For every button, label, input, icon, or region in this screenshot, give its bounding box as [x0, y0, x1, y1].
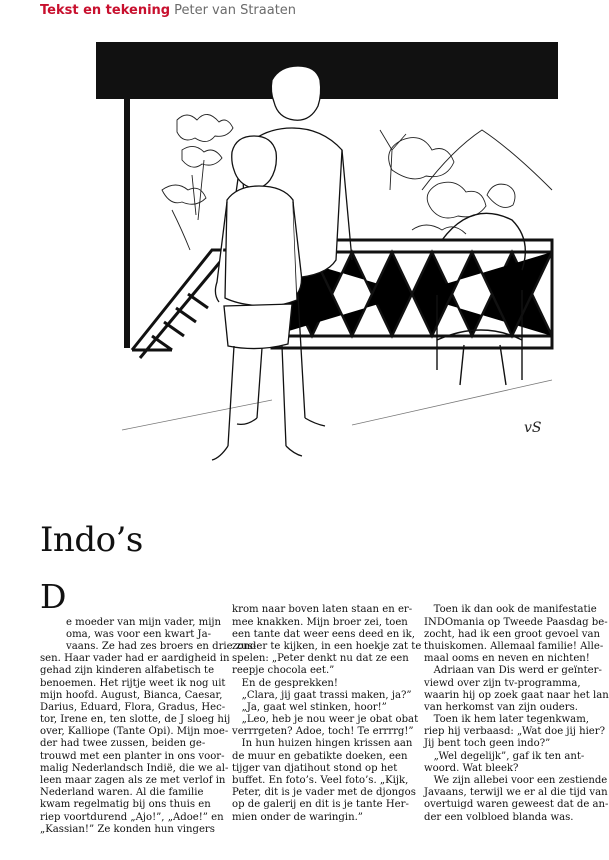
article-title: Indo’s	[40, 520, 143, 560]
text-line: thuiskomen. Allemaal familie! Alle-	[424, 640, 604, 652]
text-line: Javaans, terwijl we er al die tijd van	[424, 787, 608, 799]
text-line: waarin hij op zoek gaat naar het lan	[424, 689, 609, 701]
text-line: woord. Wat bleek?	[424, 762, 519, 774]
text-line: der een volbloed blanda was.	[424, 811, 574, 823]
text-line: mien onder de waringin.”	[232, 811, 363, 823]
text-line: overtuigd waren geweest dat de an-	[424, 799, 609, 811]
section-header	[40, 3, 296, 18]
section-label: Tekst en tekening	[40, 3, 171, 18]
text-line: INDOmania op Tweede Paasdag be-	[424, 616, 608, 628]
text-line: over, Kalliope (Tante Opi). Mijn moe-	[40, 726, 229, 738]
text-line: We zijn allebei voor een zestiende	[424, 775, 608, 787]
text-line: der had twee zussen, beiden ge-	[40, 738, 206, 750]
text-line: Nederland waren. Al die familie	[40, 787, 204, 799]
text-line: van herkomst van zijn ouders.	[424, 701, 578, 713]
text-line: Jij bent toch geen indo?”	[424, 738, 551, 750]
ink-illustration	[92, 40, 562, 500]
text-line: trouwd met een planter in ons voor-	[40, 750, 225, 762]
text-line: riep hij verbaasd: „Wat doe jij hier?	[424, 726, 606, 738]
text-line: Toen ik hem later tegenkwam,	[424, 714, 589, 726]
text-line: leen maar zagen als ze met verlof in	[40, 775, 226, 787]
column-3	[424, 580, 609, 848]
column-1-lines	[40, 616, 257, 836]
text-line: tijger van djatihout stond op het	[232, 762, 398, 774]
text-line: benoemen. Het rijtje weet ik nog uit	[40, 677, 226, 689]
text-line: mee knakken. Mijn broer zei, toen	[232, 616, 408, 628]
text-line: gehad zijn kinderen alfabetisch te	[40, 665, 215, 677]
column-3-lines	[424, 604, 609, 823]
text-line: „Ja, gaat wel stinken, hoor!”	[232, 701, 387, 713]
text-line: Darius, Eduard, Flora, Gradus, Hec-	[40, 701, 226, 713]
text-line: „Leo, heb je nou weer je obat obat	[232, 714, 419, 726]
text-line: e moeder van mijn vader, mijn	[66, 616, 222, 628]
text-line: de muur en gebatikte doeken, een	[232, 750, 408, 762]
text-line: tor, Irene en, ten slotte, de J sloeg hij	[40, 714, 231, 726]
text-line: riep voortdurend „Ajo!”, „Adoe!” en	[40, 811, 224, 823]
column-2	[232, 580, 422, 848]
signature-mark: vS	[524, 420, 542, 436]
text-line: spelen: „Peter denkt nu dat ze een	[232, 653, 409, 665]
text-line: „Kassian!” Ze konden hun vingers	[40, 823, 215, 835]
author-name: Peter van Straaten	[174, 3, 297, 18]
text-line: zonder te kijken, in een hoekje zat te	[232, 640, 422, 652]
text-line: mijn hoofd. August, Bianca, Caesar,	[40, 689, 223, 701]
text-line: „Wel degelijk”, gaf ik ten ant-	[424, 750, 585, 762]
text-line: vaans. Ze had zes broers en drie zus-	[66, 640, 257, 652]
text-line: een tante dat weer eens deed en ik,	[232, 628, 415, 640]
text-line: kwam regelmatig bij ons thuis en	[40, 799, 211, 811]
text-line: verrrgeten? Adoe, toch! Te errrrg!”	[232, 726, 414, 738]
text-line: Adriaan van Dis werd er geïnter-	[424, 665, 602, 677]
column-2-lines	[232, 604, 422, 823]
text-line: zocht, had ik een groot gevoel van	[424, 628, 600, 640]
text-line: krom naar boven laten staan en er-	[232, 604, 413, 616]
column-1	[40, 577, 257, 860]
text-line: maal ooms en neven en nichten!	[424, 653, 590, 665]
text-line: viewd over zijn tv-programma,	[424, 677, 581, 689]
text-line: malig Nederlandsch Indië, die we al-	[40, 762, 229, 774]
text-line: Peter, dit is je vader met de djongos	[232, 787, 416, 799]
article-body	[40, 577, 609, 835]
text-line: sen. Haar vader had er aardigheid in	[40, 653, 230, 665]
text-line: buffet. En foto’s. Veel foto’s. „Kijk,	[232, 775, 409, 787]
text-line: „Clara, jij gaat trassi maken, ja?”	[232, 689, 412, 701]
drop-cap: D	[40, 577, 67, 616]
text-line: Toen ik dan ook de manifestatie	[424, 604, 597, 616]
text-line: oma, was voor een kwart Ja-	[66, 628, 212, 640]
text-line: In hun huizen hingen krissen aan	[232, 738, 413, 750]
text-line: En de gesprekken!	[232, 677, 338, 689]
text-line: op de galerij en dit is je tante Her-	[232, 799, 409, 811]
text-line: reepje chocola eet.”	[232, 665, 335, 677]
